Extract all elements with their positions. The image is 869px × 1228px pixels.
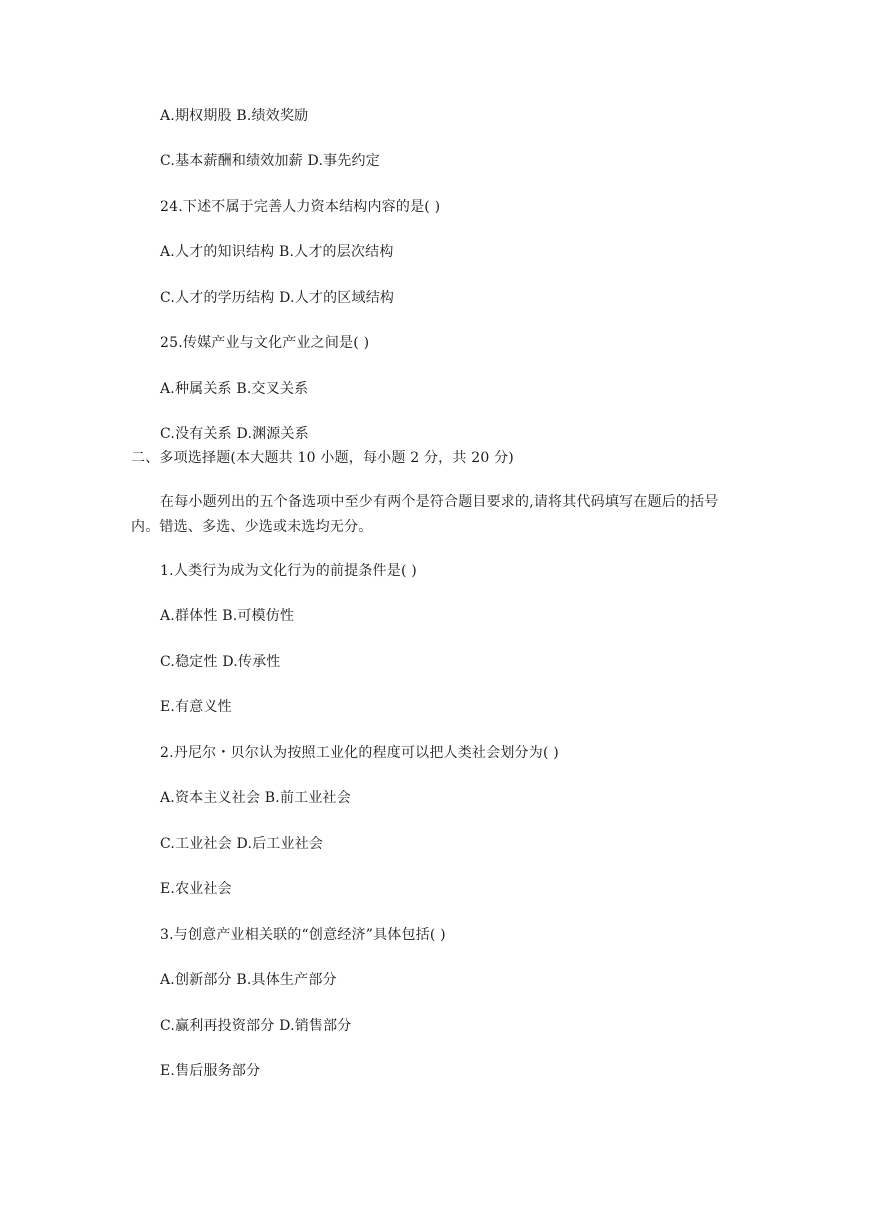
mq3-options-line-3: E.售后服务部分	[160, 1063, 261, 1079]
q25-options-line-1: A.种属关系 B.交叉关系	[160, 381, 309, 397]
mq2-options-line-2: C.工业社会 D.后工业社会	[160, 836, 324, 852]
mq2-options-line-3: E.农业社会	[160, 881, 232, 897]
section-2-heading: 二、多项选择题(本大题共 10 小题，每小题 2 分，共 20 分)	[131, 450, 514, 466]
q25-options-line-2: C.没有关系 D.渊源关系	[160, 426, 309, 442]
q23-options-line-1: A.期权期股 B.绩效奖励	[160, 108, 309, 124]
q23-options-line-2: C.基本薪酬和绩效加薪 D.事先约定	[160, 153, 380, 169]
mq3-stem: 3.与创意产业相关联的“创意经济”具体包括( )	[160, 927, 446, 943]
q24-stem: 24.下述不属于完善人力资本结构内容的是( )	[160, 199, 441, 215]
mq2-options-line-1: A.资本主义社会 B.前工业社会	[160, 790, 351, 806]
q25-stem: 25.传媒产业与文化产业之间是( )	[160, 335, 370, 351]
mq3-options-line-2: C.赢利再投资部分 D.销售部分	[160, 1018, 352, 1034]
mq3-options-line-1: A.创新部分 B.具体生产部分	[160, 972, 337, 988]
q24-options-line-2: C.人才的学历结构 D.人才的区域结构	[160, 290, 395, 306]
mq1-stem: 1.人类行为成为文化行为的前提条件是( )	[160, 563, 417, 579]
q24-options-line-1: A.人才的知识结构 B.人才的层次结构	[160, 244, 394, 260]
mq1-options-line-1: A.群体性 B.可模仿性	[160, 608, 295, 624]
mq1-options-line-3: E.有意义性	[160, 699, 232, 715]
mq1-options-line-2: C.稳定性 D.传承性	[160, 654, 281, 670]
mq2-stem: 2.丹尼尔・贝尔认为按照工业化的程度可以把人类社会划分为( )	[160, 745, 559, 761]
section-2-instructions: 在每小题列出的五个备选项中至少有两个是符合题目要求的,请将其代码填写在题后的括号内。错选、多选、少选或未选均无分。	[131, 494, 719, 535]
